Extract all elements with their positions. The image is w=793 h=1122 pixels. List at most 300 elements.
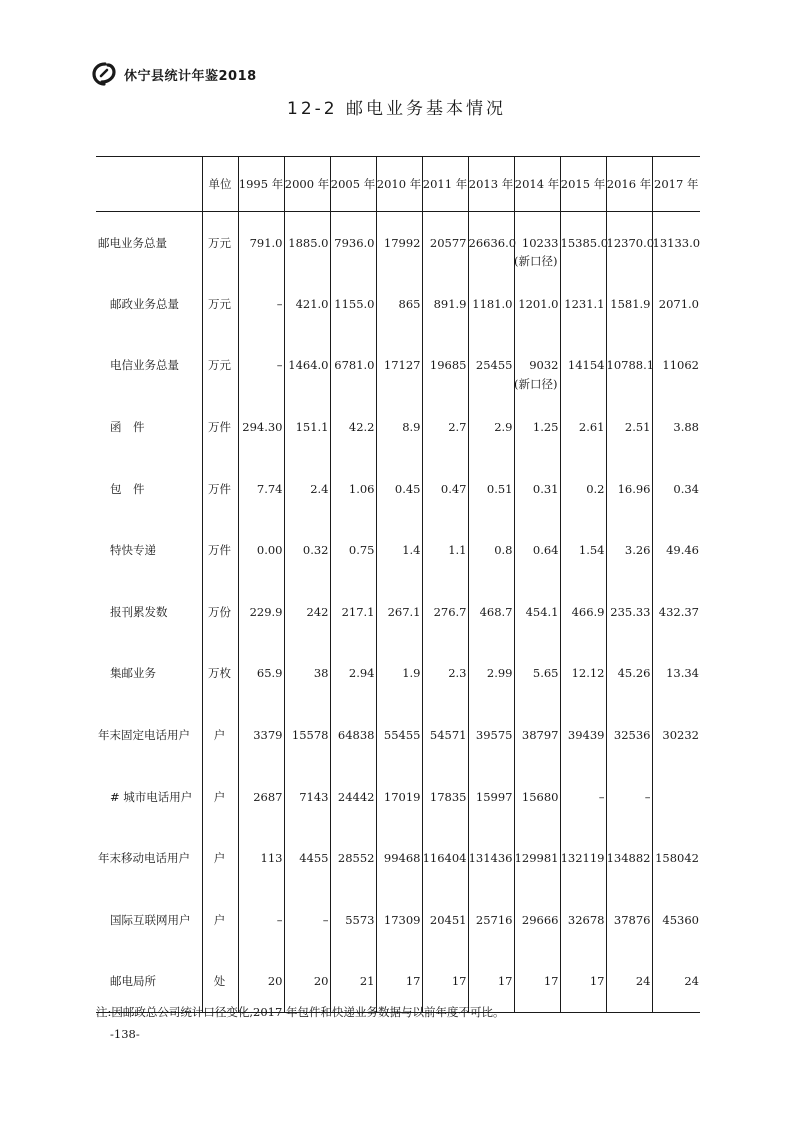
cell-value: 0.00 <box>256 543 283 558</box>
row-label: 集邮业务 <box>110 666 156 681</box>
row-label: 函 件 <box>110 420 145 435</box>
cell-value: 12370.0 <box>606 235 655 250</box>
table-cell <box>652 396 700 458</box>
cell-value: 1201.0 <box>518 296 559 311</box>
table-cell <box>422 212 468 274</box>
table-cell <box>422 704 468 766</box>
row-unit: 户 <box>202 889 238 951</box>
cell-value: – <box>276 296 283 311</box>
table-cell <box>284 458 330 520</box>
table-cell <box>514 889 560 951</box>
row-label: 邮政业务总量 <box>110 296 179 311</box>
cell-value: 151.1 <box>295 420 329 435</box>
table-row <box>96 889 700 951</box>
table-cell <box>468 827 514 889</box>
cell-value: 217.1 <box>341 604 375 619</box>
cell-value: 17992 <box>383 235 421 250</box>
table-cell <box>376 519 422 581</box>
table-cell <box>468 643 514 705</box>
cell-value: 45.26 <box>617 666 651 681</box>
table-cell <box>284 951 330 1013</box>
cell-value: 0.34 <box>673 481 699 496</box>
cell-note: (新口径) <box>514 376 558 391</box>
table-cell <box>376 396 422 458</box>
cell-value: 421.0 <box>295 296 329 311</box>
cell-value: 2.94 <box>348 666 375 681</box>
table-cell <box>376 273 422 335</box>
table-row <box>96 827 700 889</box>
header-cell-year: 2014 年 <box>514 157 560 212</box>
cell-value: 55455 <box>383 728 421 743</box>
table-cell <box>514 273 560 335</box>
row-label: # 城市电话用户 <box>110 789 193 804</box>
table-cell <box>606 212 655 274</box>
cell-value: 113 <box>260 851 283 866</box>
table-cell <box>284 581 330 643</box>
table-cell <box>284 335 330 397</box>
table-cell <box>468 889 514 951</box>
page-title: 12-2 邮电业务基本情况 <box>287 99 506 119</box>
table-cell <box>606 951 652 1013</box>
table-cell <box>330 951 376 1013</box>
table-cell <box>284 396 330 458</box>
table-cell <box>514 212 560 274</box>
table-row <box>96 212 700 274</box>
table-cell <box>514 827 560 889</box>
table-body <box>96 212 700 1013</box>
cell-value: 132119 <box>560 851 605 866</box>
cell-value: 99468 <box>383 851 421 866</box>
table-cell <box>560 458 606 520</box>
table-cell <box>238 519 284 581</box>
table-header-row <box>96 157 700 212</box>
header-cell-year: 2016 年 <box>606 157 652 212</box>
table-cell <box>238 396 284 458</box>
book-title: 休宁县统计年鉴2018 <box>124 68 257 84</box>
table-cell <box>468 212 517 274</box>
table-cell <box>514 458 560 520</box>
cell-value: 20 <box>313 974 329 989</box>
cell-value: 38 <box>313 666 329 681</box>
table-cell <box>560 889 606 951</box>
table-cell <box>330 519 376 581</box>
table-cell <box>560 212 609 274</box>
cell-value: 38797 <box>521 728 559 743</box>
cell-value: 3.88 <box>673 420 699 435</box>
cell-value: 1181.0 <box>472 296 513 311</box>
table-cell <box>376 643 422 705</box>
table-cell <box>514 643 560 705</box>
table-cell <box>422 766 468 828</box>
table-cell <box>376 581 422 643</box>
cell-value: 17 <box>405 974 421 989</box>
table-row <box>96 643 700 705</box>
cell-value: 2.51 <box>624 420 651 435</box>
cell-value: 15385.0 <box>560 235 609 250</box>
cell-value: 20451 <box>429 912 467 927</box>
cell-value: 2.4 <box>310 481 329 496</box>
cell-value: 5573 <box>345 912 375 927</box>
cell-value: 3379 <box>253 728 283 743</box>
table-cell <box>652 212 700 274</box>
cell-value: 13.34 <box>666 666 699 681</box>
cell-value: 15578 <box>291 728 329 743</box>
cell-value: 129981 <box>514 851 559 866</box>
cell-value: 0.8 <box>494 543 513 558</box>
cell-value: 42.2 <box>348 420 375 435</box>
header-cell-year: 2000 年 <box>284 157 330 212</box>
logo-icon <box>92 61 118 87</box>
header-cell-year: 2013 年 <box>468 157 514 212</box>
table-cell <box>514 335 560 397</box>
table-cell <box>560 396 606 458</box>
row-label: 报刊累发数 <box>110 604 168 619</box>
header-cell-year: 2010 年 <box>376 157 422 212</box>
cell-value: 1231.1 <box>564 296 605 311</box>
cell-value: 468.7 <box>479 604 513 619</box>
table-cell <box>376 458 422 520</box>
row-unit: 万元 <box>202 212 238 274</box>
table-cell <box>422 889 468 951</box>
cell-value: 466.9 <box>571 604 605 619</box>
table-cell <box>468 766 514 828</box>
data-table <box>96 156 700 1013</box>
row-unit: 万件 <box>202 519 238 581</box>
table-row <box>96 951 700 1013</box>
row-label: 国际互联网用户 <box>110 912 191 927</box>
cell-value: 865 <box>398 296 421 311</box>
table-cell <box>652 889 700 951</box>
table-cell <box>330 581 376 643</box>
cell-value: 32678 <box>567 912 605 927</box>
cell-value: 0.64 <box>532 543 559 558</box>
cell-value: 17 <box>451 974 467 989</box>
cell-value: 28552 <box>337 851 375 866</box>
cell-value: 1.9 <box>402 666 421 681</box>
table-cell <box>284 519 330 581</box>
cell-value: 4455 <box>299 851 329 866</box>
table-cell <box>238 889 284 951</box>
table-cell <box>514 519 560 581</box>
cell-value: 64838 <box>337 728 375 743</box>
cell-value: 0.75 <box>348 543 375 558</box>
table-row <box>96 519 700 581</box>
cell-value: 1.25 <box>532 420 559 435</box>
header-cell-year: 2011 年 <box>422 157 468 212</box>
table-cell <box>422 335 468 397</box>
row-unit: 万元 <box>202 273 238 335</box>
cell-value: 5.65 <box>532 666 559 681</box>
table-cell <box>376 951 422 1013</box>
table-cell <box>468 581 514 643</box>
cell-value: 7.74 <box>256 481 283 496</box>
cell-value: 24442 <box>337 789 375 804</box>
cell-value: 454.1 <box>525 604 559 619</box>
table-cell <box>468 335 514 397</box>
table-cell <box>652 458 700 520</box>
cell-value: 2.7 <box>448 420 467 435</box>
table-cell <box>376 889 422 951</box>
table-cell <box>468 273 514 335</box>
cell-value: 65.9 <box>256 666 283 681</box>
table-cell <box>514 396 560 458</box>
row-unit: 万元 <box>202 335 238 397</box>
table-cell <box>238 951 284 1013</box>
cell-value: 131436 <box>468 851 513 866</box>
table-cell <box>560 643 606 705</box>
cell-value: 0.2 <box>586 481 605 496</box>
table-cell <box>560 335 606 397</box>
cell-value: 134882 <box>606 851 651 866</box>
cell-value: 14154 <box>567 358 605 373</box>
cell-value: 20577 <box>429 235 467 250</box>
table-cell <box>422 581 468 643</box>
cell-value: 1581.9 <box>610 296 651 311</box>
table-cell <box>284 643 330 705</box>
table-cell <box>514 951 560 1013</box>
cell-value: 29666 <box>521 912 559 927</box>
cell-value: 26636.0 <box>468 235 517 250</box>
table-cell <box>330 335 376 397</box>
table-cell <box>376 335 422 397</box>
table-row <box>96 335 700 397</box>
cell-value: 24 <box>684 974 699 989</box>
table-cell <box>652 519 700 581</box>
table-row <box>96 458 700 520</box>
cell-value: 2071.0 <box>658 296 699 311</box>
cell-value: – <box>322 912 329 927</box>
table-cell <box>422 458 468 520</box>
cell-value: 1155.0 <box>334 296 375 311</box>
table-cell <box>422 643 468 705</box>
table-cell <box>606 335 655 397</box>
cell-value: 2.99 <box>486 666 513 681</box>
table-cell <box>652 704 700 766</box>
cell-value: 17019 <box>383 789 421 804</box>
table-cell <box>330 889 376 951</box>
cell-value: 0.32 <box>302 543 329 558</box>
cell-value: 9032 <box>529 358 559 373</box>
footnote: 注:因邮政总公司统计口径变化,2017 年包件和快递业务数据与以前年度不可比。 <box>96 1005 505 1019</box>
header-cell-year: 2005 年 <box>330 157 376 212</box>
cell-value: 1885.0 <box>288 235 329 250</box>
cell-value: 7936.0 <box>334 235 375 250</box>
table-cell <box>422 519 468 581</box>
table-cell <box>606 704 652 766</box>
table-cell <box>652 766 700 828</box>
table-cell <box>422 396 468 458</box>
table-cell <box>468 519 514 581</box>
row-unit: 万份 <box>202 581 238 643</box>
cell-value: 891.9 <box>433 296 467 311</box>
table-cell <box>330 273 376 335</box>
row-label: 电信业务总量 <box>110 358 179 373</box>
row-label: 年末移动电话用户 <box>98 851 190 866</box>
table-cell <box>238 212 284 274</box>
row-unit: 户 <box>202 766 238 828</box>
cell-value: 54571 <box>429 728 467 743</box>
table-cell <box>652 827 700 889</box>
cell-value: 12.12 <box>571 666 605 681</box>
table-cell <box>652 273 700 335</box>
table-cell <box>422 827 468 889</box>
table-cell <box>284 766 330 828</box>
cell-value: 0.45 <box>394 481 421 496</box>
row-label: 包 件 <box>110 481 145 496</box>
cell-value: 24 <box>635 974 651 989</box>
table-cell <box>376 704 422 766</box>
header-cell-year: 1995 年 <box>238 157 284 212</box>
cell-value: 32536 <box>613 728 651 743</box>
cell-value: 17309 <box>383 912 421 927</box>
table-cell <box>468 704 514 766</box>
cell-value: 3.26 <box>624 543 651 558</box>
table-cell <box>514 704 560 766</box>
cell-value: 8.9 <box>402 420 421 435</box>
table-cell <box>376 827 422 889</box>
cell-value: 6781.0 <box>334 358 375 373</box>
table-cell <box>468 396 514 458</box>
cell-value: 45360 <box>662 912 699 927</box>
table-cell <box>238 827 284 889</box>
row-unit: 万枚 <box>202 643 238 705</box>
cell-value: 235.33 <box>610 604 651 619</box>
cell-value: 39575 <box>475 728 513 743</box>
cell-value: 49.46 <box>666 543 699 558</box>
cell-value: 19685 <box>429 358 467 373</box>
cell-value: – <box>276 912 283 927</box>
table-cell <box>330 643 376 705</box>
table-cell <box>468 951 514 1013</box>
table-cell <box>514 766 560 828</box>
cell-value: – <box>598 789 605 804</box>
cell-value: 11062 <box>662 358 699 373</box>
table-cell <box>284 827 330 889</box>
row-unit: 户 <box>202 827 238 889</box>
cell-value: 2687 <box>253 789 283 804</box>
table-cell <box>560 827 606 889</box>
table-cell <box>560 766 606 828</box>
table-cell <box>238 273 284 335</box>
cell-value: 20 <box>267 974 283 989</box>
table-cell <box>560 581 606 643</box>
table-cell <box>284 273 330 335</box>
cell-value: 17 <box>589 974 605 989</box>
table-cell <box>330 827 376 889</box>
table-cell <box>606 273 652 335</box>
table-cell <box>238 766 284 828</box>
data-table-container <box>96 156 700 1013</box>
cell-value: 17 <box>497 974 513 989</box>
cell-value: 1464.0 <box>288 358 329 373</box>
table-row <box>96 766 700 828</box>
row-unit: 万件 <box>202 458 238 520</box>
table-cell <box>606 827 652 889</box>
table-cell <box>560 273 606 335</box>
table-cell <box>606 581 652 643</box>
cell-value: 791.0 <box>249 235 283 250</box>
header-cell-blank <box>96 157 202 212</box>
row-unit: 户 <box>202 704 238 766</box>
table-cell <box>238 704 284 766</box>
table-cell <box>284 704 330 766</box>
table-row <box>96 396 700 458</box>
cell-note: (新口径) <box>514 254 558 268</box>
cell-value: 267.1 <box>387 604 421 619</box>
table-cell <box>330 396 376 458</box>
cell-value: 158042 <box>655 851 699 866</box>
table-cell <box>238 581 284 643</box>
cell-value: 15680 <box>521 789 559 804</box>
table-cell <box>514 581 560 643</box>
cell-value: 1.1 <box>448 543 467 558</box>
cell-value: 25455 <box>475 358 513 373</box>
cell-value: 432.37 <box>658 604 699 619</box>
row-unit: 处 <box>202 951 238 1013</box>
cell-value: 1.54 <box>578 543 605 558</box>
header-cell-year: 2017 年 <box>652 157 700 212</box>
row-label: 邮电业务总量 <box>98 235 167 250</box>
table-cell <box>606 519 652 581</box>
cell-value: 10788.1 <box>606 358 655 373</box>
table-row <box>96 704 700 766</box>
table-cell <box>560 951 606 1013</box>
cell-value: 229.9 <box>249 604 283 619</box>
cell-value: 276.7 <box>433 604 467 619</box>
cell-value: 17127 <box>383 358 421 373</box>
cell-value: 17835 <box>429 789 467 804</box>
table-cell <box>422 273 468 335</box>
table-cell <box>560 519 606 581</box>
table-row <box>96 581 700 643</box>
cell-value: 0.47 <box>440 481 467 496</box>
row-label: 年末固定电话用户 <box>98 728 190 743</box>
table-cell <box>606 889 652 951</box>
cell-value: 17 <box>543 974 559 989</box>
table-cell <box>284 212 330 274</box>
page-number: -138- <box>110 1027 140 1041</box>
page-header <box>92 60 257 88</box>
cell-value: 25716 <box>475 912 513 927</box>
table-cell <box>468 458 514 520</box>
cell-value: 0.51 <box>486 481 513 496</box>
table-cell <box>330 212 376 274</box>
table-row <box>96 273 700 335</box>
cell-value: 21 <box>359 974 375 989</box>
cell-value: 10233 <box>521 235 559 250</box>
table-cell <box>652 581 700 643</box>
row-label: 邮电局所 <box>96 951 202 1013</box>
table-cell <box>652 335 700 397</box>
table-cell <box>606 766 652 828</box>
row-label: 特快专递 <box>110 543 156 558</box>
cell-value: 2.3 <box>448 666 467 681</box>
cell-value: 242 <box>306 604 329 619</box>
cell-value: 37876 <box>613 912 651 927</box>
table-cell <box>330 458 376 520</box>
table-cell <box>422 951 468 1013</box>
cell-value: – <box>276 358 283 373</box>
cell-value: 13133.0 <box>652 235 701 250</box>
table-cell <box>606 458 652 520</box>
table-cell <box>238 335 284 397</box>
table-cell <box>652 951 700 1013</box>
header-cell-year: 2015 年 <box>560 157 606 212</box>
table-cell <box>238 458 284 520</box>
table-cell <box>330 704 376 766</box>
cell-value: 116404 <box>422 851 467 866</box>
row-unit: 万件 <box>202 396 238 458</box>
